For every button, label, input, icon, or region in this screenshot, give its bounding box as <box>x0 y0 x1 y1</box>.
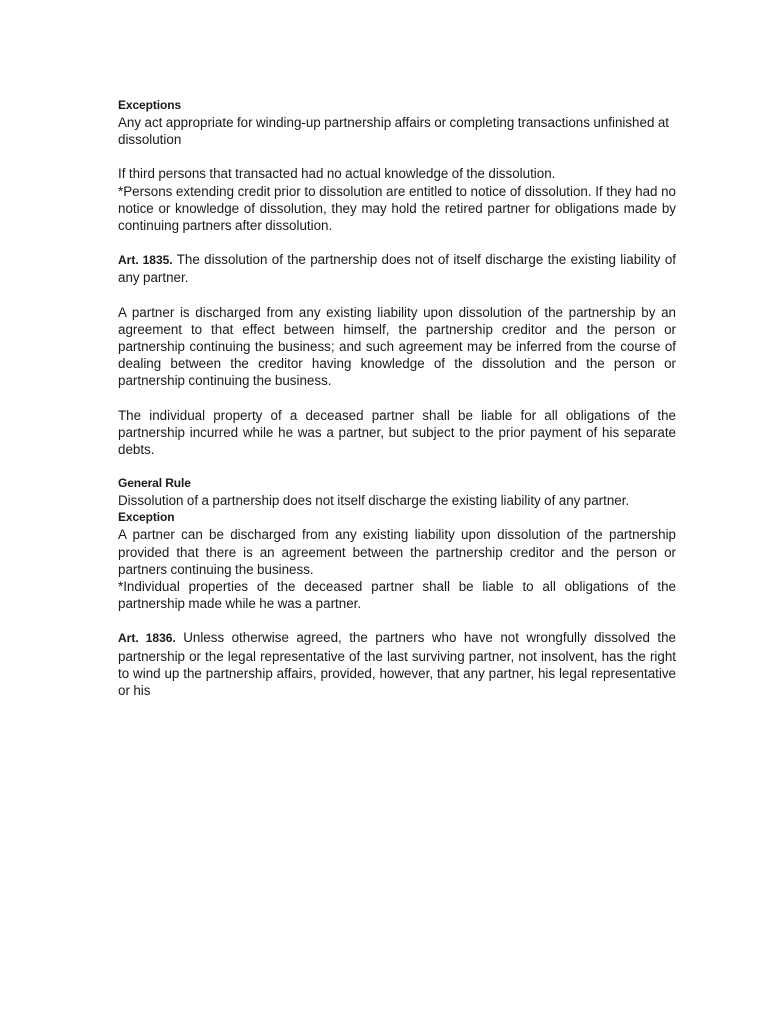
art-1836-paragraph <box>118 629 676 699</box>
general-rule-paragraph: Dissolution of a partnership does not itself discharge the existing liability of any partner. <box>118 493 630 509</box>
persons-credit-paragraph: *Persons extending credit prior to dissolution are entitled to notice of dissolution. If they had no notice or knowledge of dissolution, they may hold the retired partner for obligations made by continuing partners after dissolution. <box>118 183 676 234</box>
art-1835-text: The dissolution of the partnership does not of itself discharge the existing liability of any partner. <box>118 252 676 286</box>
exceptions-paragraph: Any act appropriate for winding-up partnership affairs or completing transactions unfinished at dissolution <box>118 115 669 148</box>
third-persons-paragraph: If third persons that transacted had no actual knowledge of the dissolution. <box>118 166 556 182</box>
art-1835-paragraph <box>118 251 676 286</box>
partner-discharged-paragraph: A partner is discharged from any existing liability upon dissolution of the partnership by an agreement to that effect between himself, the partnership creditor and the person or partnership continuing the business; and such agreement may be inferred from the course of dealing between the creditor having knowledge of the dissolution and the person or partnership continuing the business. <box>118 304 676 389</box>
spacer <box>118 612 676 629</box>
spacer <box>118 390 676 407</box>
exception-heading: Exception <box>118 510 175 525</box>
general-rule-heading: General Rule <box>118 476 191 491</box>
art-1836-label: Art. 1836. <box>118 631 176 646</box>
individual-properties-paragraph: *Individual properties of the deceased partner shall be liable to all obligations of the partnership made while he was a partner. <box>118 579 676 612</box>
art-1836-text: Unless otherwise agreed, the partners who have not wrongfully dissolved the partnership or the legal representative of the last surviving partner, not insolvent, has the right to wind up the partnership affairs, provided, however, that any partner, his legal representative or his <box>118 630 676 699</box>
individual-property-paragraph: The individual property of a deceased partner shall be liable for all obligations of the partnership incurred while he was a partner, but subject to the prior payment of his separate debts. <box>118 407 676 458</box>
spacer <box>118 287 676 304</box>
exceptions-heading: Exceptions <box>118 98 182 112</box>
art-1835-label: Art. 1835. <box>118 253 173 268</box>
spacer <box>118 458 676 475</box>
spacer <box>118 234 676 251</box>
exception-paragraph: A partner can be discharged from any existing liability upon dissolution of the partnership provided that there is an agreement between the partnership creditor and the person or partners continuing the business. <box>118 527 676 577</box>
spacer <box>118 148 676 165</box>
